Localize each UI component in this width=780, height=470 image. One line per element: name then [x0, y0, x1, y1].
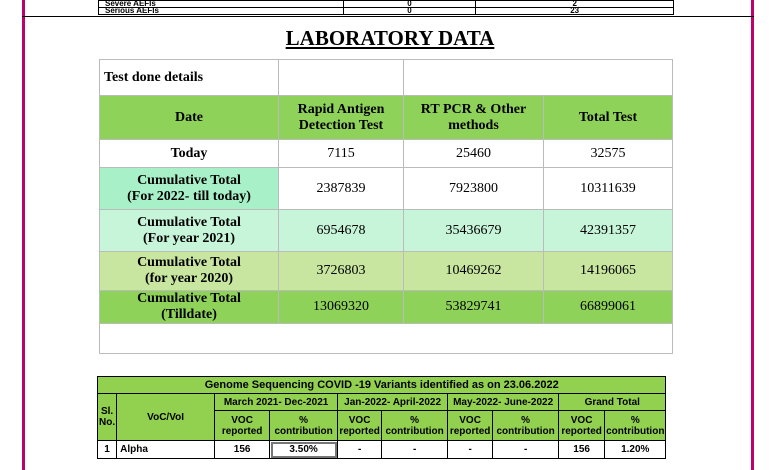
cell: 6954678: [279, 210, 404, 252]
cell: 32575: [544, 140, 673, 168]
table-row: [100, 210, 673, 252]
cell: 14196065: [544, 252, 673, 291]
cell: -: [448, 441, 493, 459]
cell: 156: [215, 441, 270, 459]
cell: 42391357: [544, 210, 673, 252]
aefi-label: Serious AEFIs: [99, 8, 344, 15]
table-title: Genome Sequencing COVID -19 Variants identified as on 23.06.2022: [98, 377, 666, 394]
cell: 10469262: [404, 252, 544, 291]
column-header: May-2022- June-2022: [448, 394, 559, 411]
cell-selected[interactable]: 3.50%: [270, 441, 338, 459]
cell: 7115: [279, 140, 404, 168]
cell: -: [382, 441, 448, 459]
table-title-row: [98, 377, 666, 394]
table-row: [99, 8, 674, 15]
column-header: Sl. No.: [98, 394, 117, 441]
row-label: Cumulative Total (Tilldate): [100, 291, 279, 324]
table-row: [99, 1, 674, 8]
laboratory-table: [99, 59, 673, 354]
column-header: March 2021- Dec-2021: [215, 394, 338, 411]
table-row: [100, 324, 673, 354]
aefi-value: 23: [476, 8, 674, 15]
column-header: % contribution: [605, 411, 666, 441]
cell: 35436679: [404, 210, 544, 252]
cell: 66899061: [544, 291, 673, 324]
cell: 2387839: [279, 168, 404, 210]
table-row: [100, 291, 673, 324]
column-header: % contribution: [493, 411, 559, 441]
column-header: % contribution: [382, 411, 448, 441]
column-header: VOC reported: [215, 411, 270, 441]
row-label: Cumulative Total (For 2022- till today): [100, 168, 279, 210]
row-label: Today: [100, 140, 279, 168]
cell: 7923800: [404, 168, 544, 210]
cell: Alpha: [117, 441, 215, 459]
column-header: Total Test: [544, 96, 673, 140]
cell: 25460: [404, 140, 544, 168]
table-header-row: [100, 96, 673, 140]
cell: 10311639: [544, 168, 673, 210]
column-header: Grand Total: [559, 394, 666, 411]
column-header: VOC reported: [559, 411, 605, 441]
column-header: VoC/VoI: [117, 394, 215, 441]
table-header-row: [98, 394, 666, 411]
cell: -: [493, 441, 559, 459]
column-header: RT PCR & Other methods: [404, 96, 544, 140]
column-header: Rapid Antigen Detection Test: [279, 96, 404, 140]
aefi-label: Severe AEFIs: [99, 1, 344, 8]
aefi-value: 0: [343, 8, 476, 15]
row-label: Cumulative Total (for year 2020): [100, 252, 279, 291]
aefi-table: [98, 0, 674, 15]
cell: 1: [98, 441, 117, 459]
aefi-value: 2: [476, 1, 674, 8]
page-title: LABORATORY DATA: [285, 26, 495, 50]
table-row: [100, 60, 673, 96]
column-header: VOC reported: [338, 411, 382, 441]
cell: -: [338, 441, 382, 459]
table-row: [98, 441, 666, 459]
row-label: Cumulative Total (For year 2021): [100, 210, 279, 252]
section-label: Test done details: [100, 60, 279, 96]
aefi-value: 0: [343, 1, 476, 8]
column-header: % contribution: [270, 411, 338, 441]
column-header: Date: [100, 96, 279, 140]
genome-sequencing-table: [97, 376, 666, 459]
cell: 53829741: [404, 291, 544, 324]
cell: 156: [559, 441, 605, 459]
cell: 3726803: [279, 252, 404, 291]
divider: [22, 16, 754, 17]
column-header: Jan-2022- April-2022: [338, 394, 448, 411]
table-row: [100, 168, 673, 210]
table-row: [100, 252, 673, 291]
cell: 13069320: [279, 291, 404, 324]
table-row: [100, 140, 673, 168]
cell: 1.20%: [605, 441, 666, 459]
column-header: VOC reported: [448, 411, 493, 441]
